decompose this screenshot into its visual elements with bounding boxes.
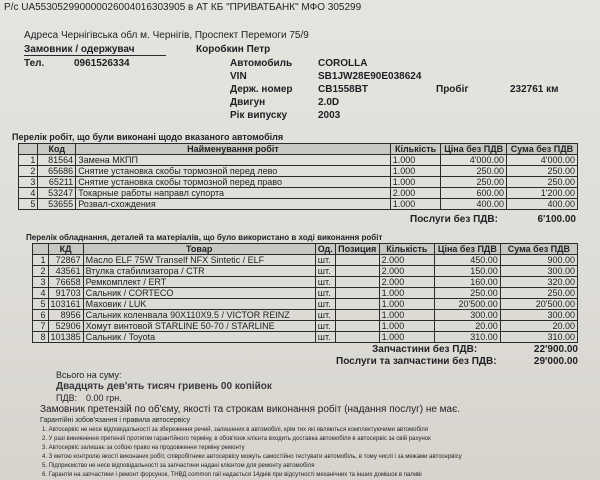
bank-account-line: Р/с UA553052990000026004016303905 в АТ КБ "ПРИВАТБАНК" МФО 305299 — [4, 2, 362, 13]
works-total-label: Послуги без ПДВ: — [410, 214, 498, 225]
year-value: 2003 — [318, 110, 341, 121]
parts-col-price: Ціна без ПДВ — [434, 244, 500, 255]
works-table — [18, 143, 578, 210]
vat-label: ПДВ: — [56, 393, 78, 403]
table-row: 2 43561 Втулка стабилизатора / CTR шт. 2.000 150.00 300.00 — [33, 266, 578, 277]
parts-table — [32, 243, 578, 343]
table-row: 1 81564 Замена МКПП 1.000 4'000.00 4'000.00 — [19, 155, 578, 166]
customer-label: Замовник / одержувач — [24, 44, 135, 55]
table-row: 5 103161 Маховик / LUK шт. 1.000 20'500.00 20'500.00 — [33, 299, 578, 310]
service-address: Адреса Чернігівська обл м. Чернігів, Проспект Перемоги 75/9 — [24, 30, 309, 41]
works-col-name: Найменування робіт — [76, 144, 391, 155]
car-value: COROLLA — [318, 58, 368, 69]
mileage-value: 232761 км — [510, 84, 559, 95]
car-label: Автомобиль — [230, 58, 293, 69]
warranty-rule-1: 1. Автосервіс не несе відповідальності за збереження речей, залишених в автомобілі, крім тих які являються комплектуючими автомобіля — [42, 427, 428, 433]
phone-label: Тел. — [24, 58, 45, 69]
parts-total-label: Запчастини без ПДВ: — [372, 344, 478, 355]
table-row: 7 52906 Хомут винтовой STARLINE 50-70 / STARLINE шт. 1.000 20.00 20.00 — [33, 321, 578, 332]
warranty-title: Гарантійні зобов'язання і правила автосервісу — [40, 417, 190, 424]
customer-name: Коробкин Петр — [196, 44, 271, 55]
parts-col-position: Позиция — [335, 244, 379, 255]
table-row: 5 53655 Розвал-схождения 1.000 400.00 400.00 — [19, 199, 578, 210]
parts-col-sum: Сума без ПДВ — [500, 244, 577, 255]
parts-col-name: Товар — [83, 244, 315, 255]
parts-title: Перелік обладнання, деталей та матеріалів, що було використано в ході виконання робіт — [26, 233, 383, 242]
table-row: 4 53247 Токарные работы направл супорта 2.000 600.00 1'200.00 — [19, 188, 578, 199]
parts-col-unit: Од. — [315, 244, 335, 255]
works-title: Перелік робіт, що були виконані щодо вказаного автомобіля — [12, 132, 284, 142]
works-total-value: 6'100.00 — [537, 214, 576, 225]
parts-col-qty: Кількість — [379, 244, 434, 255]
grand-total-label: Послуги та запчастини без ПДВ: — [336, 356, 497, 367]
table-row: 2 65686 Снятие установка скобы тормозной перед лево 1.000 250.00 250.00 — [19, 166, 578, 177]
works-col-sum: Сума без ПДВ — [506, 144, 577, 155]
sum-label: Всього на суму: — [56, 370, 122, 380]
no-claims-statement: Замовник претензій по об'єму, якості та строкам виконання робіт (надання послуг) не має. — [40, 404, 460, 415]
plate-value: CB1558BT — [318, 84, 369, 95]
table-row: 1 72867 Масло ELF 75W Tranself NFX Sintetic / ELF шт. 2.000 450.00 900.00 — [33, 255, 578, 266]
works-header-row — [19, 144, 578, 155]
warranty-rule-4: 4. З метою контролю якості виконаних робіт, співробітники автосервісу можуть самостійно тестувати автомобіль, в тому числі і за межами автосервісу — [42, 454, 462, 460]
parts-col-code: КД — [48, 244, 83, 255]
mileage-label: Пробіг — [436, 84, 469, 95]
customer-underline — [24, 55, 166, 56]
works-col-qty: Кількість — [390, 144, 441, 155]
warranty-rule-5: 5. Підприємство не несе відповідальності за запчастини надані клієнтом для ремонту автомобіля — [42, 463, 315, 469]
works-col-price: Ціна без ПДВ — [441, 144, 507, 155]
phone-value: 0961526334 — [74, 58, 130, 69]
table-row: 4 91703 Сальник / CORTECO шт. 1.000 250.00 250.00 — [33, 288, 578, 299]
warranty-rule-6: 6. Гарантія на запчастини і ремонт форсунок, ТНВД common rail надається 14днів при відсутності механічних та інших домішок в паливі — [42, 472, 422, 478]
table-row: 3 76658 Ремкомплект / ERT шт. 2.000 160.00 320.00 — [33, 277, 578, 288]
warranty-rule-3: 3. Автосервіс залишає за собою право на продовження терміну ремонту — [42, 445, 245, 451]
vin-label: VIN — [230, 71, 247, 82]
parts-header-row — [33, 244, 578, 255]
works-col-code: Код — [38, 144, 76, 155]
grand-total-value: 29'000.00 — [533, 356, 578, 367]
sum-in-words: Двадцять дев'ять тисяч гривень 00 копійок — [56, 381, 272, 392]
engine-label: Двигун — [230, 97, 266, 108]
table-row: 6 8956 Сальник коленвала 90X110X9.5 / VICTOR REINZ шт. 1.000 300.00 300.00 — [33, 310, 578, 321]
vat-value: 0.00 грн. — [86, 393, 122, 403]
parts-total-value: 22'900.00 — [533, 344, 578, 355]
table-row: 3 65211 Снятие установка скобы тормозной перед право 1.000 250.00 250.00 — [19, 177, 578, 188]
table-row: 8 101385 Сальник / Toyota шт. 1.000 310.00 310.00 — [33, 332, 578, 343]
warranty-rule-2: 2. У разі виникнення претензії протягом гарантійного терміну, в обов'язок клієнта входить доставка автомобіля в автосервіс за свій рахунок — [42, 436, 431, 442]
year-label: Рік випуску — [230, 110, 288, 121]
plate-label: Держ. номер — [230, 84, 293, 95]
engine-value: 2.0D — [318, 97, 340, 108]
vin-value: SB1JW28E90E038624 — [318, 71, 422, 82]
